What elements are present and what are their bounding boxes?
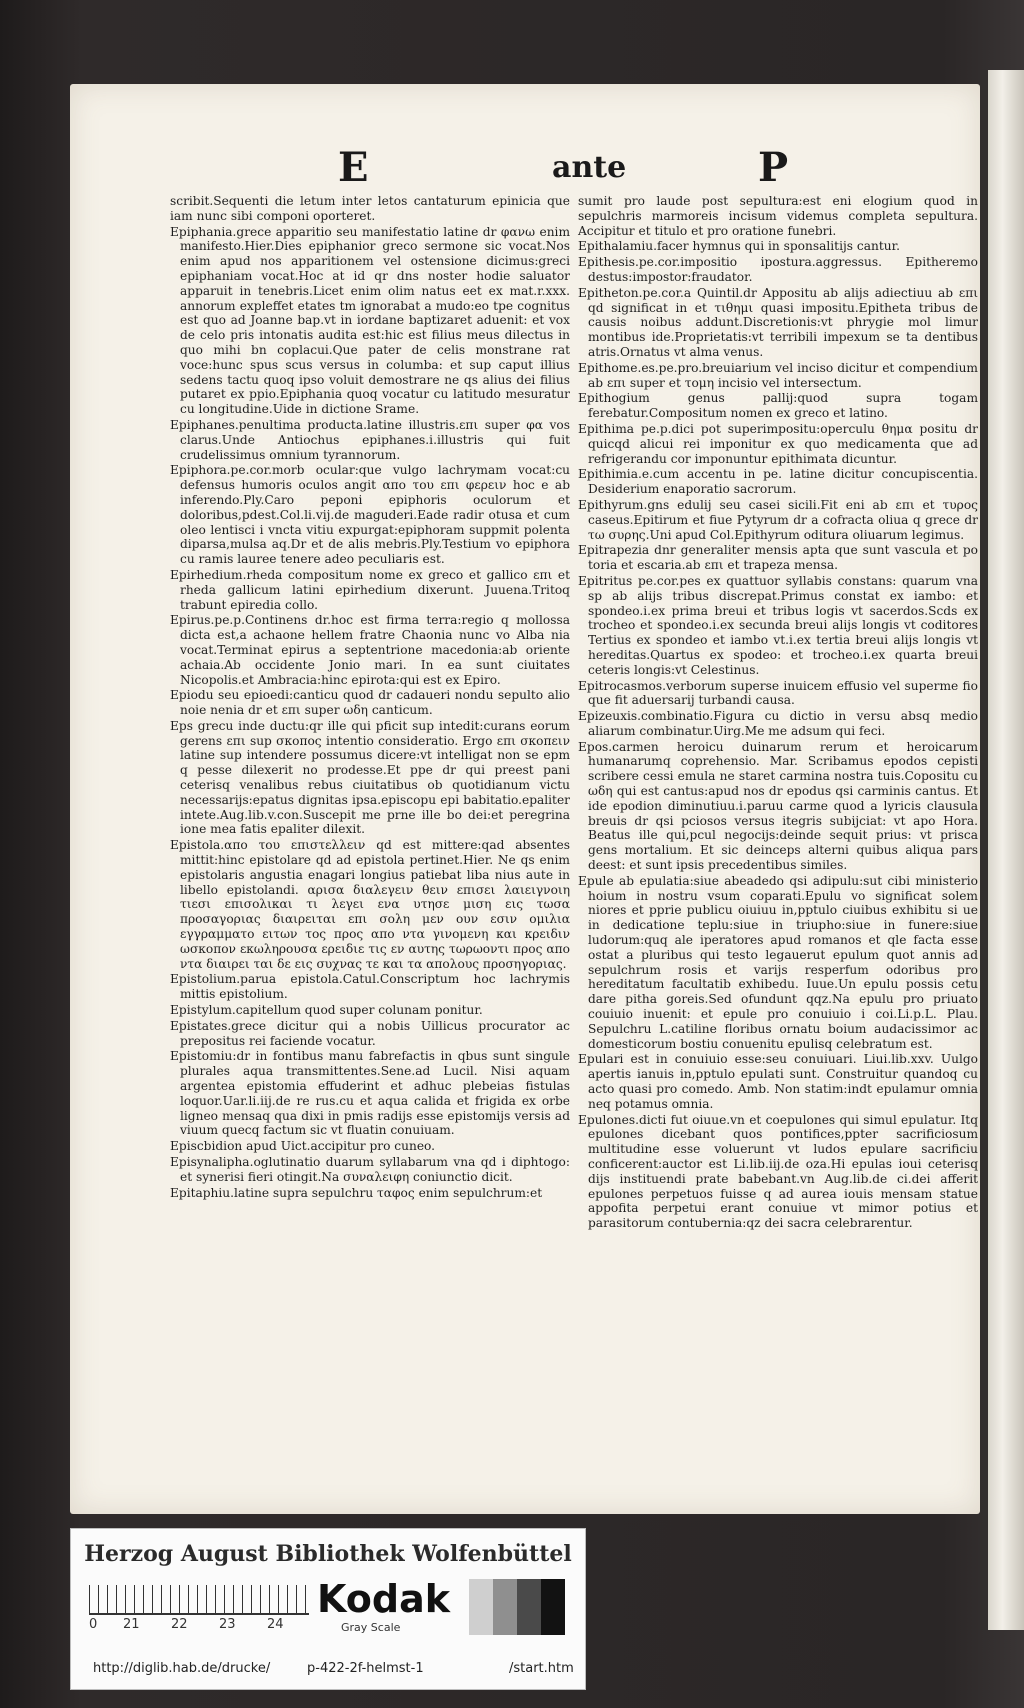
dictionary-entry: Epitheton.pe.cor.a Quintil.dr Appositu ab alijs adiectiuu ab επι qd significat in et τιθημι quasi impositu.Epitheta tribus de causis noibus addunt.Discretionis:vt phrygie mol limur montibus ide.Proprietatis:vt terribili impexum se ta dentibus atris.Ornatus vt alma venus. (578, 285, 978, 359)
book-page (70, 84, 980, 1514)
dictionary-entry: Epulari est in conuiuio esse:seu conuiuari. Liui.lib.xxv. Uulgo apertis ianuis in,pptulo epulati sunt. Construitur quandoq cu acto quasi pro comedo. Amb. Non statim:indt epulamur omnia neq potamus omnia. (578, 1052, 978, 1111)
kodak-logo: Kodak (317, 1577, 450, 1621)
library-name: Herzog August Bibliothek Wolfenbüttel (84, 1541, 572, 1567)
dictionary-entry: Epithimia.e.cum accentu in pe. latine dicitur concupiscentia. Desiderium enaporatio sacrorum. (578, 467, 978, 497)
dictionary-entry: Epiphanes.penultima producta.latine illustris.επι super φα vos clarus.Unde Antiochus epiphanes.i.illustris qui fuit crudelissimus omnium tyrannorum. (170, 417, 570, 462)
dictionary-entry: Epithesis.pe.cor.impositio ipostura.aggressus. Epitheremo destus:impostor:fraudator. (578, 255, 978, 284)
dictionary-entry: Epistola.απο του επιστελλειν qd est mittere:qad absentes mittit:hinc epistolare qd ad epistola pertinet.Hier. Ne qs enim epistolaris angustia enagari longius patiebat liba nius aute in libello epistolandi. αρισα διαλεγειν θειν επισει λαιειγνοιη τιεσι επισολικαι τι λεγει ενα υτησε μιση εις τωσα προσαγοριας διαιρειται επι σολη μεν ουν εσιν ομιλια εγγραμματο ειτων τος προς απο ντα γινομενη και κρειδιν ωσκοπον εκωληρουσα ερειδιε τις εν αυτης τωρωοντι προς απο ντα διαιρει ται δε εις συχνας τε και τα απολους προσηγοριας. (170, 838, 570, 971)
dictionary-entry: Epiodu seu epioedi:canticu quod dr cadaueri nondu sepulto alio noie nenia dr et επι super ωδη canticum. (170, 688, 570, 718)
scan-label (70, 1528, 586, 1690)
gray-scale-patches (469, 1579, 565, 1635)
running-head-word: ante (552, 150, 627, 185)
dictionary-entry: Epitritus pe.cor.pes ex quattuor syllabis constans: quarum vna sp ab alijs tribus discrepat.Primus constat ex iambo: et spondeo.i.ex prima breui et tribus logis vt sacerdos.Scds ex trocheo et spondeo.i.ex secunda breui alijs longis vt coditores Tertius ex spondeo et iambo vt.i.ex tertia breui alijs longis vt hereditas.Quartus ex spodeo: et trocheo.i.ex quarta breui ceteris longis:vt Celestinus. (578, 573, 978, 677)
ruler-tick-label: 22 (171, 1617, 188, 1632)
dictionary-entry: Epizeuxis.combinatio.Figura cu dictio in versu absq medio aliarum combinatur.Uirg.Me me adsum qui feci. (578, 709, 978, 738)
dictionary-entry: Epithogium genus pallij:quod supra togam ferebatur.Compositum nomen ex greco et latino. (578, 391, 978, 421)
dictionary-entry: sumit pro laude post sepultura:est eni elogium quod in sepulchris marmoreis incisum videmus completa sepultura. Accipitur et titulo et pro oratione funebri. (578, 194, 978, 238)
gray-scale-label: Gray Scale (341, 1621, 401, 1634)
dictionary-entry: Eps grecu inde ductu:qr ille qui pficit sup intedit:curans eorum gerens επι sup σκοπος intentio consideratio. Ergo επι σκοπειν latine sup intendere possumus dicere:vt intelligat non se epm q pesse dilexerit no prodesse.Et ppe dr qui preest pani ceterisq venalibus rebus ciuitatibus ob quotidianum victu necessarijs:epatus dignitas ipsa.episcopu epi babitatio.epaliter intete.Aug.lib.v.con.Suscepit me prne ille bo dei:et peregrina ione mea fatis epaliter dilexit. (170, 718, 570, 837)
dictionary-entry: Epule ab epulatia:siue abeadedo qsi adipulu:sut cibi ministerio hoium in nostru vsum coparati.Epulu vo significat solem niores et pprie publicu oiuiuu in,pptulo ciuibus exhibitu si ue in dedicatione teplu:siue in triupho:siue in funere:siue ludorum:quq ale iperatores apud romanos et qle facta esse ostat a pluribus qui testo legauerut epulum quot annis ad sepulchrum rosis et varijs resperfum odoribus pro hereditatum facultatib exhibedu. Iuue.Un epulu possis cetu dare pitha goreis.Sed ofundunt qqz.Na epulu pro priuato couiuio inuenit: et epule pro conuiuio i coi.Li.p.L. Plau. Sepulchru L.catiline floribus ornatu boium audacissimor ac domesticorum bostiu conuenitu epulisq celebratum est. (578, 873, 978, 1051)
dictionary-entry: Epithome.es.pe.pro.breuiarium vel inciso dicitur et compendium ab επι super et τομη incisio vel intersectum. (578, 360, 978, 390)
dictionary-entry: Epirus.pe.p.Continens dr.hoc est firma terra:regio q mollossa dicta est,a achaone hellem fratre Chaonia nunc vo Alba nia vocat.Terminat epirus a septentrione macedonia:ab oriente achaia.Ab occidente Jonio mari. In ea sunt ciuitates Nicopolis.et Ambracia:hinc epirota:qui est ex Epiro. (170, 613, 570, 687)
gray-patch (493, 1579, 517, 1635)
shelfmark: p-422-2f-helmst-1 (307, 1661, 424, 1676)
dictionary-entry: Epistomiu:dr in fontibus manu fabrefactis in qbus sunt singule plurales aqua transmittentes.Sene.ad Lucil. Nisi aquam argentea epistomia effuderint et adhuc plebeias fistulas loquor.Uar.li.iij.de re rus.cu et aqua calida et frigida ex orbe ligneo mensaq qua dixi in pmis radijs esse epistomijs versis ad viuum quecq factum sic vt fluatin conuiuam. (170, 1049, 570, 1138)
start-link: /start.htm (509, 1661, 574, 1676)
dictionary-entry: Epistates.grece dicitur qui a nobis Uillicus procurator ac prepositus rei faciende vocatur. (170, 1018, 570, 1048)
adjacent-page-edge (988, 70, 1024, 1630)
ruler-tick-label: 21 (123, 1617, 140, 1632)
gray-patch (469, 1579, 493, 1635)
running-head-left-letter: E (338, 144, 369, 191)
dictionary-entry: Epitrapezia dnr generaliter mensis apta que sunt vascula et po toria et escaria.ab επι et trapeza mensa. (578, 543, 978, 573)
gray-patch (517, 1579, 541, 1635)
dictionary-entry: Epistylum.capitellum quod super colunam ponitur. (170, 1003, 483, 1018)
dictionary-entry: Epithyrum.gns edulij seu casei sicili.Fit eni ab επι et τυρος caseus.Epitirum et fiue Pytyrum dr a cofracta oliua q grece dr τω συρης.Uni apud Col.Epithyrum oditura oliuarum legimus. (578, 497, 978, 542)
dictionary-entry: Epitrocasmos.verborum superse inuicem effusio vel superme fio que fit aduersarij turbandi causa. (578, 678, 978, 708)
dictionary-entry: Epitaphiu.latine supra sepulchru ταφος enim sepulchrum:et (170, 1185, 543, 1200)
dictionary-entry: Epirhedium.rheda compositum nome ex greco et gallico επι et rheda gallicum latini epirhedium dixerunt. Juuena.Tritoq trabunt epiredia collo. (170, 567, 570, 612)
right-text-column (578, 194, 978, 1232)
dictionary-entry: Episynalipha.oglutinatio duarum syllabarum vna qd i diphtogo: et synerisi fieri otingit.Na συναλειφη coniunctio dicit. (170, 1155, 570, 1184)
source-url: http://diglib.hab.de/drucke/ (93, 1661, 271, 1676)
dictionary-entry: Epiphora.pe.cor.morb ocular:que vulgo lachrymam vocat:cu defensus humoris oculos angit απο του επι φερειν hoc e ab inferendo.Ply.Caro peponi epiphoris oculorum et doloribus,pdest.Col.li.vij.de maguderi.Eade radir otusa et cum oleo lentisci i vncta vitiu expurgat:epiphoram suppmit polenta diparsa,mulsa aq.Dr et de alis mebris.Ply.Testium vo epiphora cu ramis lauree tenere adeo peculiaris est. (170, 463, 570, 567)
ruler-tick-label: 0 (89, 1617, 98, 1632)
dictionary-entry: Epithima pe.p.dici pot superimpositu:operculu θημα positu dr quicqd alicui rei imponitur ex quo medicamenta que ad refrigerandu cor imponuntur epithimata dicuntur. (578, 421, 978, 466)
running-head-right-letter: P (758, 144, 789, 191)
dictionary-entry: scribit.Sequenti die letum inter letos cantaturum epinicia que iam nunc sibi componi oporteret. (170, 194, 570, 223)
ruler-tick-label: 23 (219, 1617, 236, 1632)
dictionary-entry: Epos.carmen heroicu duinarum rerum et heroicarum humanarumq coprehensio. Mar. Scribamus epodos cepisti scribere cessi emula ne staret carmina nostra tuis.Copositu cu ωδη qui est cantus:apud nos dr epodus qsi carminis cantus. Et ide epodion diminutiuu.i.paruu carme quod a lyricis clausula breuis dr qsi pciosos versus itegris subijciat: vt apo Hora. Beatus ille qui,pcul negocijs:deinde sequit prius: vt prisca gens mortalium. Et sic deinceps alterni quibus aliqua pars deest: et sunt ipsis precedentibus similes. (578, 739, 978, 873)
gray-patch (541, 1579, 565, 1635)
dictionary-entry: Epistolium.parua epistola.Catul.Conscriptum hoc lachrymis mittis epistolium. (170, 972, 570, 1002)
dictionary-entry: Epiphania.grece apparitio seu manifestatio latine dr φανω enim manifesto.Hier.Dies epiphanior greco sermone sic vocat.Nos enim apud nos apparitionem vel ostensione dicimus:greci epiphaniam vocat.Hoc at id qr dns noster hodie saluator apparuit in tenebris.Licet enim olim natus eet ex mat.r.xxx. annorum expleffet etates tm ignorabat a mudo:eo tpe cognitus est quo ad Joanne bap.vt in iordane baptizaret aduenit: et vox de celo pris intonatis audita est:hic est filius meus dilectus in quo mihi bn coplacui.Que pater de celis monstrane rat voce:hunc spus scus versus in columba: et sup caput illius sedens tactu quoq ipso voluit demostrare ne qs alius dei filius putaret ex ppio.Epiphania quoq vocatur cu latitudo mesuratur cu longitudine.Uide in dictione Srame. (170, 224, 570, 417)
dictionary-entry: Epithalamiu.facer hymnus qui in sponsalitijs cantur. (578, 239, 900, 254)
dictionary-entry: Episcbidion apud Uict.accipitur pro cuneo. (170, 1139, 436, 1154)
left-text-column (170, 194, 570, 1201)
ruler-tick-label: 24 (267, 1617, 284, 1632)
dictionary-entry: Epulones.dicti fut oiuue.vn et coepulones qui simul epulatur. Itq epulones dicebant quos pontifices,ppter sacrificiosum multitudine esse voluerunt vt ludos epulare sacrificiu conficerent:auctor est Li.lib.iij.de oza.Hi epulas ioui ceterisq dijs instituendi prate babebant.vn Aug.lib.de ci.dei afferit epulones perpetuos fuisse q ad aurea iouis mensam statue appofita perpetui erant conuiue vt mimor potius et parasitorum contubernia:qz dei sacra celebrarentur. (578, 1112, 978, 1231)
ruler (89, 1585, 309, 1615)
